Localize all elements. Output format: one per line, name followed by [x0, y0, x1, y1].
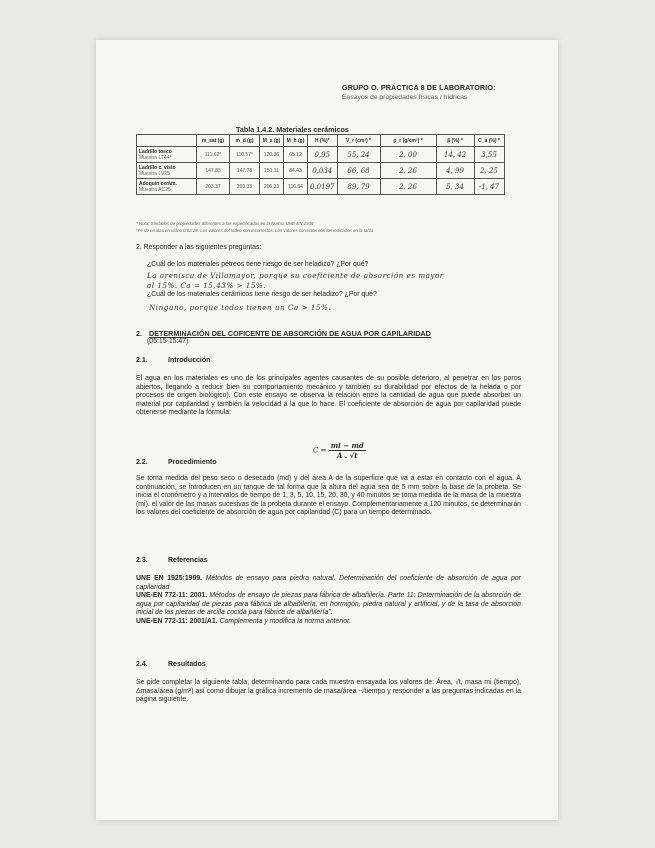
handwritten-cell: 2, 26 [380, 179, 436, 195]
table-cell: 120.36 [260, 147, 284, 163]
handwritten-cell: 2, 00 [380, 147, 436, 163]
column-header: m_sat (g) [197, 135, 230, 147]
section-time: (05:15-15:47) [147, 338, 189, 345]
heading-number: 2.3. [136, 557, 148, 564]
document-page [96, 40, 558, 820]
table-note: * Nota: Símbolos de propiedades diferentes a las especificadas en la Norma UNE-EN 1936 [136, 221, 314, 226]
intro-heading [136, 357, 210, 364]
handwritten-cell: 55, 24 [337, 147, 380, 163]
reference-3 [136, 618, 521, 627]
column-header [137, 135, 197, 147]
sample-id: Muestra LT44* [139, 154, 172, 161]
heading-number: 2.1. [136, 357, 148, 364]
handwritten-cell: 14, 42 [436, 147, 474, 163]
handwritten-cell: 3,55 [474, 147, 504, 163]
header-title: GRUPO O. PRÁCTICA 8 DE LABORATORIO: [342, 83, 496, 92]
material-name-cell [137, 179, 197, 195]
header-subtitle: Ensayos de propiedades físicas / hídricas [342, 94, 468, 101]
table-cell: 116.54 [284, 179, 308, 195]
table-cell: 203.37 [197, 179, 230, 195]
material-name: Adoquín cerám. [139, 180, 177, 187]
column-header: H (%)* [308, 135, 338, 147]
reference-text: Complementa y modifica la norma anterior. [219, 617, 352, 625]
heading-number: 2.2. [136, 459, 148, 466]
procedure-heading [136, 459, 217, 466]
table-cell: 65.12 [284, 147, 308, 163]
handwritten-answer-1b: al 15%. Ca = 15,43% > 15%. [147, 281, 267, 290]
table-cell: 147.78 [230, 163, 260, 179]
sample-id: Muestra AC25 [139, 186, 171, 193]
table-header-row [137, 135, 505, 147]
column-header: M_s (g) [260, 135, 284, 147]
material-name-cell [137, 163, 197, 179]
heading-title: Resultados [168, 661, 206, 668]
table-erratum: *Fe de erratas en vídeo 0:02:28: Los valores del vídeo son incorrectos. Los valores correctos son los indicados en la tabla [136, 228, 374, 233]
reference-code: UNE EN 1925:1999. [136, 575, 203, 582]
handwritten-cell: 5, 34 [436, 179, 474, 195]
heading-title: Referencias [168, 557, 208, 564]
column-header: M_h (g) [284, 135, 308, 147]
handwritten-cell: 0,0197 [308, 179, 338, 195]
handwritten-cell: 0,034 [308, 163, 338, 179]
table-caption: Tabla 1.4.2. Materiales cerámicos [236, 125, 349, 134]
handwritten-cell: -1, 47 [474, 179, 504, 195]
table-cell: 147.83 [197, 163, 230, 179]
table-row [137, 163, 505, 179]
column-header: ρ_r (g/cm³) * [380, 135, 436, 147]
reference-code: UNE-EN 772-11: 2001/A1. [136, 617, 218, 625]
handwritten-answer-2: Ninguno, porque todos tienen un Ca > 15%. [149, 303, 332, 312]
references-list [136, 575, 521, 627]
table-row [137, 147, 505, 163]
reference-text: Métodos de ensayo para piedra natural. Determinación del coeficiente de absorción de agua por capilaridad [136, 575, 521, 591]
heading-title: Introducción [168, 357, 211, 364]
column-header: V_r (cm³) * [337, 135, 380, 147]
handwritten-cell: 2, 26 [380, 163, 436, 179]
procedure-paragraph: Se toma medida del peso seco o desecado (md) y del área A de la superficie que va a estar en contacto con el agua. A continuación, se introducen en un tanque de tal forma que la altura del agua sea de 5 mm sobre la base de la probeta. Se inicia el cronómetro y a intervalos de tiempo de 1, 3, 5, 10, 15, 20, 30, y 40 minutos se toma medida de la masa de la muestra (mi). el valor de las masas sucesivas de la probeta durante el ensayo. Complementariamente a 120 minutos, se determinarán los valores del coeficiente de absorción de agua por capilaridad (C) para un tiempo determinado. [136, 475, 521, 517]
reference-2 [136, 592, 521, 618]
section-title: DETERMINACIÓN DEL COFICENTE DE ABSORCIÓN DE AGUA POR CAPILARIDAD [149, 329, 431, 338]
table-cell: 111.62* [197, 147, 230, 163]
material-name: Ladrillo c. visto [139, 164, 176, 171]
ceramic-materials-table [136, 134, 505, 195]
reference-text: Métodos de ensayo de piezas para fábrica de albañilería. Parte 11: Determinación de la absorción de agua por capilaridad de piezas para fábrica de albañilería, en hormigón, piedra natural y artificial, y de la tasa de absorción inicial de las piezas de arcilla cocida para fábrica de albañilería". [136, 592, 521, 617]
table-cell: 84.43 [284, 163, 308, 179]
results-heading [136, 661, 206, 668]
reference-code: UNE-EN 772-11: 2001. [136, 592, 208, 600]
questions-intro: 2. Responder a las siguientes preguntas: [136, 244, 262, 251]
handwritten-cell: 2, 25 [474, 163, 504, 179]
table-cell: 110.57* [230, 147, 260, 163]
intro-paragraph: El agua en los materiales es uno de los principales agentes causantes de su posible deterioro, al penetrar en los poros abiertos, llegando a reducir bien su comportamiento mecánico y también su durabilidad por efectos de la helada o por procesos de origen biológico). Con este ensayo se observa la relación entre la cantidad de agua que puede absorber un material por capilaridad y también la velocidad a la que lo hace. El coeficiente de absorción de agua por capilaridad puede obtenerse mediante la fórmula: [136, 375, 521, 417]
handwritten-cell: 89, 79 [337, 179, 380, 195]
table-row [137, 179, 505, 195]
handwritten-cell: 66, 68 [337, 163, 380, 179]
heading-title: Procedimiento [168, 459, 217, 466]
material-name-cell [137, 147, 197, 163]
column-header: β (%) * [436, 135, 474, 147]
section-2-heading [136, 329, 431, 338]
question-2: ¿Cuál de los materiales cerámicos tiene riesgo de ser heladizo? ¿Por qué? [147, 291, 377, 298]
formula-fraction [329, 441, 366, 460]
column-header: C_a (%) * [474, 135, 504, 147]
column-header: m_d (g) [230, 135, 260, 147]
table-cell: 203.33 [230, 179, 260, 195]
capillarity-formula [313, 441, 366, 460]
heading-number: 2.4. [136, 661, 148, 668]
results-paragraph: Se pide completar la siguiente tabla, determinando para cada muestra ensayada los valores de: Área, √t, masa mi (tiempo), Δmasa/área (g/m²) así como dibujar la gráfica incremento de masa/área -√tiempo y responder a las preguntas indicadas en la página siguiente. [136, 679, 521, 704]
references-heading [136, 557, 208, 564]
table-cell: 206.33 [260, 179, 284, 195]
table-cell: 151.11 [260, 163, 284, 179]
formula-numerator: mi − md [330, 441, 364, 450]
question-1: ¿Cuál de los materiales pétreos tiene riesgo de ser heladizo? ¿Por qué? [147, 261, 369, 268]
material-name: Ladrillo tosco [139, 148, 172, 155]
handwritten-answer-1a: La arenisca de Villamayor, porque su coeficiente de absorción es mayor [147, 271, 444, 280]
handwritten-cell: 0,95 [308, 147, 338, 163]
reference-1 [136, 575, 521, 592]
formula-denominator: A . √t [336, 451, 358, 460]
formula-lhs: C = [313, 446, 327, 455]
section-number: 2. [136, 329, 142, 338]
handwritten-cell: 4, 99 [436, 163, 474, 179]
sample-id: Muestra LV25 [139, 170, 170, 177]
